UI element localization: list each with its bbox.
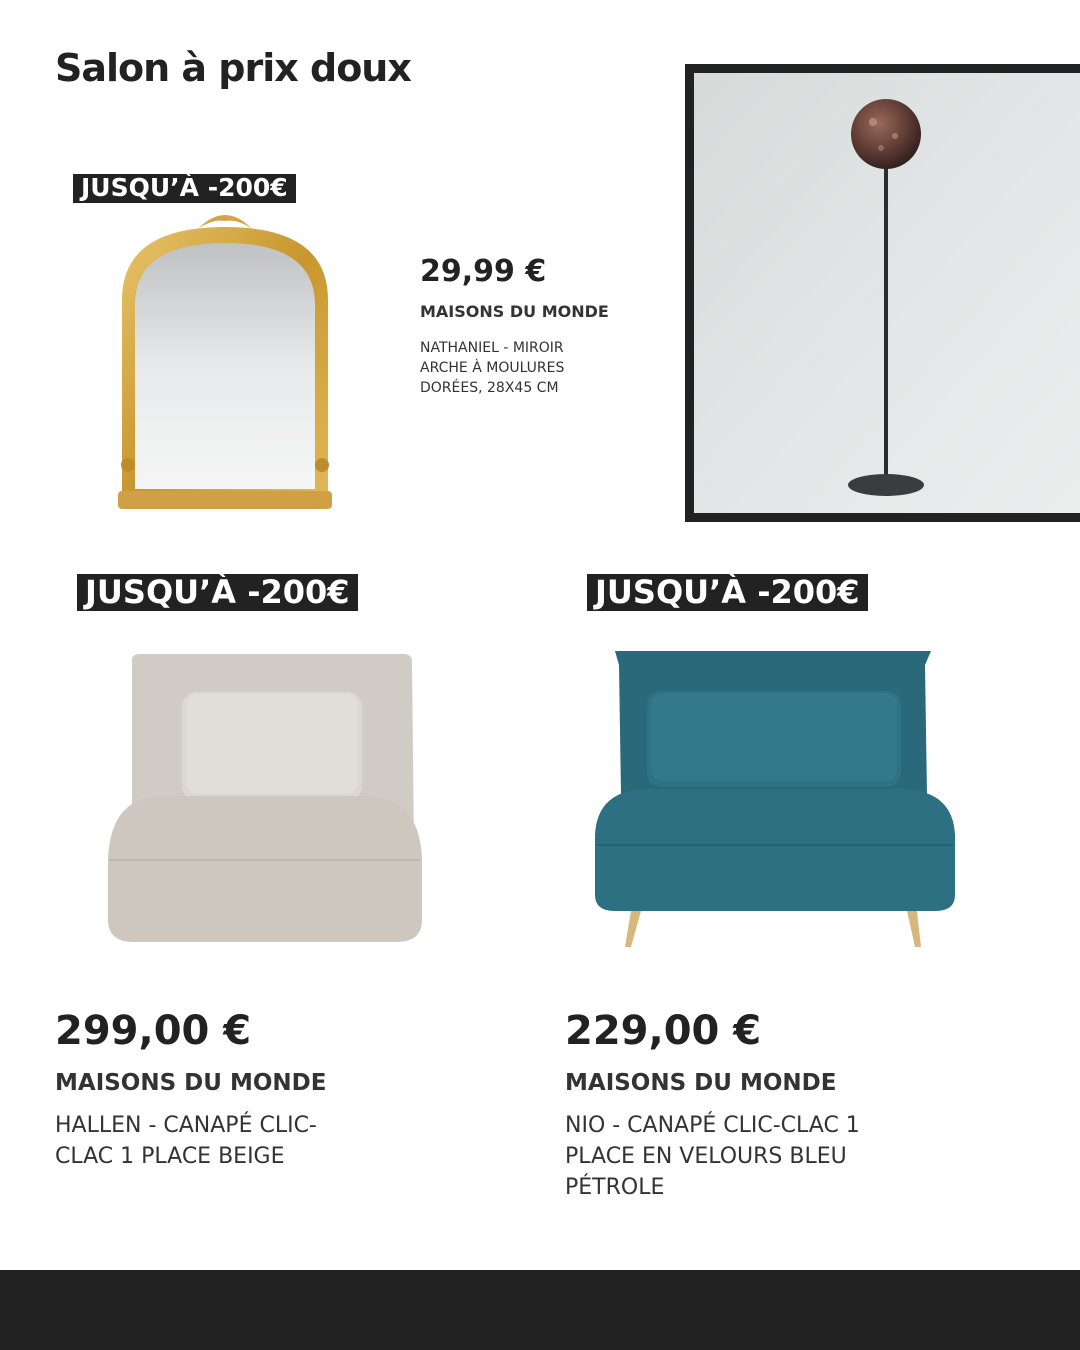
description-blue-sofa: NIO - CANAPÉ CLIC-CLAC 1 PLACE EN VELOURS BLEU PÉTROLE (565, 1113, 860, 1200)
mirror-image[interactable] (110, 205, 340, 515)
discount-badge-mirror: JUSQU’À -200€ (73, 174, 296, 203)
footer-bar (0, 1270, 1080, 1350)
blue-sofa-image[interactable] (585, 645, 965, 955)
description-mirror: NATHANIEL - MIROIR ARCHE À MOULURES DORÉES, 28X45 CM (420, 340, 565, 396)
brand-beige-sofa: MAISONS DU MONDE (55, 1070, 327, 1096)
floor-lamp-image[interactable] (685, 64, 1080, 522)
description-beige-sofa: HALLEN - CANAPÉ CLIC-CLAC 1 PLACE BEIGE (55, 1113, 317, 1169)
brand-blue-sofa: MAISONS DU MONDE (565, 1070, 837, 1096)
page-title: Salon à prix doux (55, 46, 411, 90)
brand-mirror: MAISONS DU MONDE (420, 302, 609, 321)
price-blue-sofa: 229,00 € (565, 1008, 762, 1054)
discount-badge-beige-sofa: JUSQU’À -200€ (77, 574, 358, 611)
discount-badge-blue-sofa: JUSQU’À -200€ (587, 574, 868, 611)
beige-sofa-image[interactable] (100, 650, 430, 950)
price-beige-sofa: 299,00 € (55, 1008, 252, 1054)
price-mirror: 29,99 € (420, 254, 547, 289)
